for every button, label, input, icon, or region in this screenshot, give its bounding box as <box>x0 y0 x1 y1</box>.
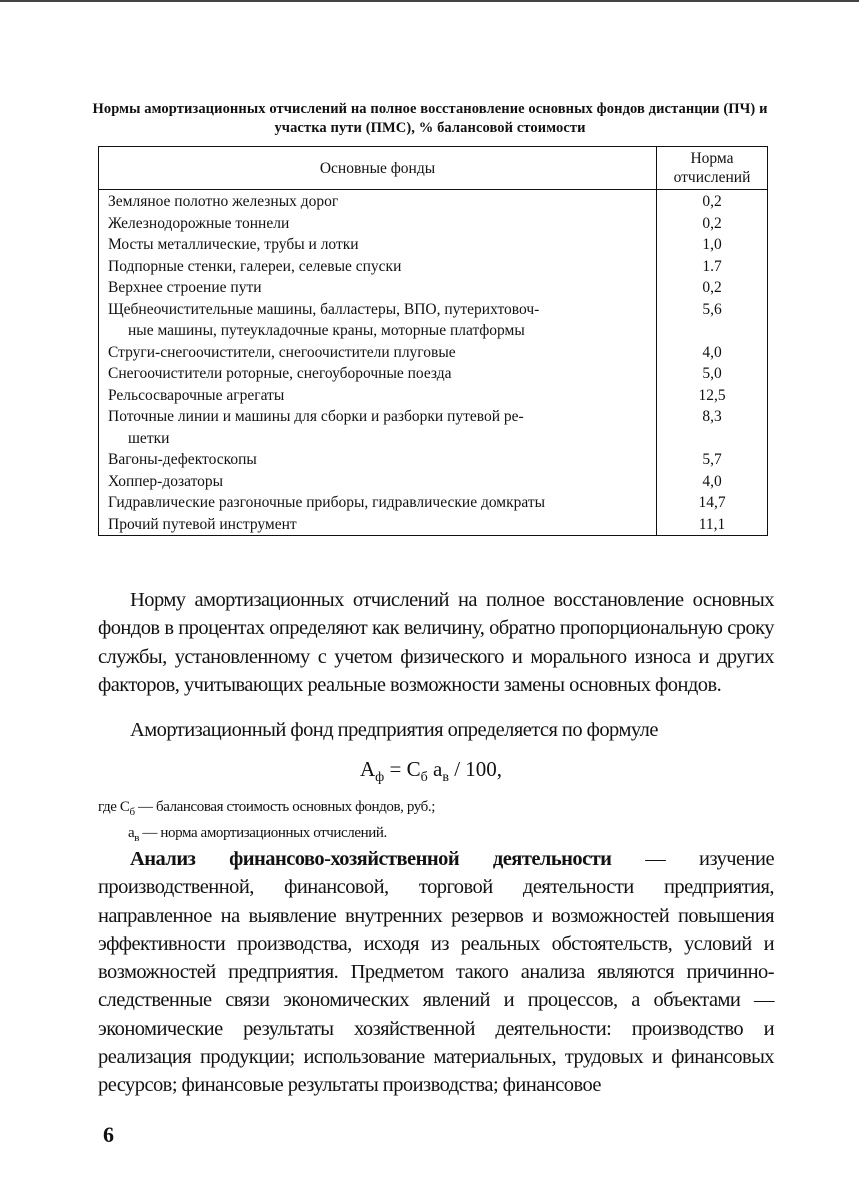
asset-name-cell <box>99 514 657 536</box>
asset-name-cell <box>99 471 657 493</box>
asset-name-cell <box>99 385 657 407</box>
norm-value: 0,2 <box>657 213 768 235</box>
depreciation-formula <box>360 754 502 793</box>
column-header-assets: Основные фонды <box>99 147 657 190</box>
page-top-border <box>0 0 859 2</box>
legend-av-text: — норма амортизационных отчислений. <box>139 825 387 841</box>
formula-a: А <box>360 757 376 781</box>
asset-name: Рельсосварочные агрегаты <box>108 386 285 404</box>
asset-name: Верхнее строение пути <box>108 279 262 296</box>
asset-name-continuation: ные машины, путеукладочные краны, моторные платформы <box>128 322 525 339</box>
norm-value: 12,5 <box>657 385 768 407</box>
table-row <box>99 342 768 364</box>
norm-value: 5,0 <box>657 363 768 385</box>
table-row <box>99 234 768 256</box>
table-row <box>99 406 768 449</box>
asset-name-continuation: шетки <box>128 429 170 447</box>
financial-analysis-definition: — изучение производственной, финансовой, торговой деятельности предприятия, направленное на выявление внутренних резервов и возможностей повышения эффективности производства, исходя из реальных обстоятельств, условий и возможностей предприятия. Предметом такого анализа являются причинно-следственные связи экономических явлений и процессов, а объектами — экономические результаты хозяйственной деятельности: производство и реализация продукции; использование материальных, трудовых и финансовых ресурсов; финансовые результаты производства; финансовое <box>98 848 774 1097</box>
table-row <box>99 190 768 213</box>
norm-value: 8,3 <box>657 406 768 449</box>
formula-mid: а <box>427 757 443 781</box>
asset-name: Земляное полотно железных дорог <box>108 193 339 210</box>
column-header-norm: Норма отчислений <box>657 147 768 190</box>
norm-value: 0,2 <box>657 277 768 299</box>
asset-name-cell <box>99 256 657 278</box>
asset-name-cell <box>99 363 657 385</box>
page-number: 6 <box>103 1122 114 1147</box>
asset-name-cell <box>99 492 657 514</box>
asset-name: Железнодорожные тоннели <box>108 214 290 232</box>
norm-value: 5,6 <box>657 299 768 342</box>
paragraph-financial-analysis <box>98 845 774 1100</box>
legend-cb-text: — балансовая стоимость основных фондов, руб.; <box>134 799 436 815</box>
legend-cb-symbol: где С <box>98 799 130 815</box>
asset-name-cell <box>99 234 657 256</box>
table-row <box>99 363 768 385</box>
table-row <box>99 299 768 342</box>
table-row <box>99 471 768 493</box>
asset-name-cell <box>99 449 657 471</box>
asset-name-cell <box>99 342 657 364</box>
asset-name: Гидравлические разгоночные приборы, гидравлические домкраты <box>108 494 546 511</box>
asset-name-cell <box>99 190 657 213</box>
table-row <box>99 277 768 299</box>
formula-tail: / 100, <box>448 757 503 781</box>
asset-name: Поточные линии и машины для сборки и разборки путевой ре- <box>108 408 524 425</box>
asset-name-cell <box>99 406 657 449</box>
asset-name: Вагоны-дефектоскопы <box>108 451 257 468</box>
legend-av-symbol: а <box>128 825 135 841</box>
paragraph-formula-intro: Амортизационный фонд предприятия определяется по формуле <box>130 719 658 741</box>
asset-name: Прочий путевой инструмент <box>108 515 297 533</box>
table-row <box>99 385 768 407</box>
asset-name: Мосты металлические, трубы и лотки <box>108 236 359 253</box>
formula-a-sub: ф <box>375 770 385 786</box>
asset-name: Струги-снегоочистители, снегоочистители плуговые <box>108 343 456 361</box>
norm-value: 4,0 <box>657 471 768 493</box>
table-row <box>99 213 768 235</box>
norm-value: 0,2 <box>657 190 768 213</box>
formula-eq: = С <box>384 757 421 781</box>
asset-name-cell <box>99 277 657 299</box>
asset-name: Щебнеочистительные машины, балластеры, ВПО, путерихтовоч- <box>108 300 540 318</box>
norm-value: 11,1 <box>657 514 768 536</box>
asset-name: Хоппер-дозаторы <box>108 472 224 490</box>
asset-name: Подпорные стенки, галереи, селевые спуски <box>108 257 402 275</box>
formula-c-sub: б <box>420 770 428 786</box>
asset-name-cell <box>99 299 657 342</box>
norm-value: 1.7 <box>657 256 768 278</box>
table-title: Нормы амортизационных отчислений на полное восстановление основных фондов дистанции (ПЧ) и участка пути (ПМС), % балансовой стоимости <box>92 101 768 136</box>
legend-cb-sub: б <box>129 806 135 818</box>
table-row <box>99 514 768 536</box>
formula-a2-sub: в <box>442 770 449 786</box>
asset-name-cell <box>99 213 657 235</box>
legend-av-sub: в <box>134 832 140 844</box>
norm-value: 4,0 <box>657 342 768 364</box>
formula-legend <box>98 797 698 849</box>
paragraph-norm-definition: Норму амортизационных отчислений на полное восстановление основных фондов в процентах определяют как величину, обратно пропорциональную сроку службы, установленному с учетом физического и морального износа и других факторов, учитывающих реальные возможности замены основных фондов. <box>98 589 774 696</box>
term-financial-analysis: Анализ финансово-хозяйственной деятельности <box>130 848 612 870</box>
legend-line-cb <box>98 797 698 823</box>
norm-value: 14,7 <box>657 492 768 514</box>
table-header-row <box>99 147 768 190</box>
table-row <box>99 256 768 278</box>
norm-value: 1,0 <box>657 234 768 256</box>
depreciation-norms-table <box>98 146 768 536</box>
norm-value: 5,7 <box>657 449 768 471</box>
asset-name: Снегоочистители роторные, снегоуборочные поезда <box>108 365 452 382</box>
table-row <box>99 449 768 471</box>
table-row <box>99 492 768 514</box>
table-body <box>99 190 768 536</box>
